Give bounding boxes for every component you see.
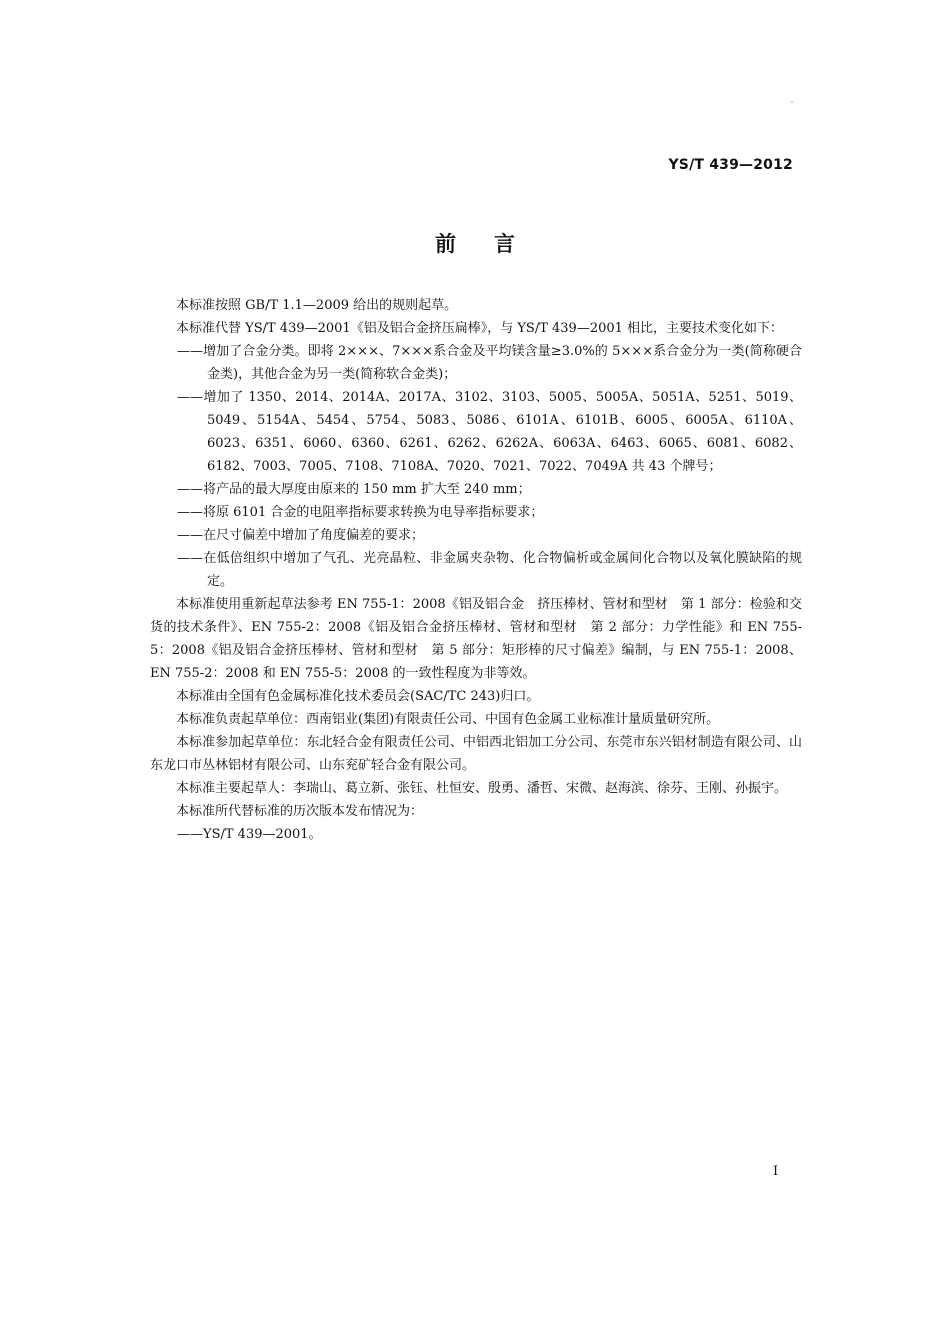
change-item-angle-tolerance: ——在尺寸偏差中增加了角度偏差的要求；	[177, 528, 425, 543]
change-item-conductivity: ——将原 6101 合金的电阻率指标要求转换为电导率指标要求；	[177, 505, 544, 520]
change-item-max-thickness: ——将产品的最大厚度由原来的 150 mm 扩大至 240 mm；	[177, 482, 531, 497]
paragraph-main-drafters: 本标准主要起草人：李瑞山、葛立新、张钰、杜恒安、殷勇、潘哲、宋微、赵海滨、徐芬、王刚、孙振宇。	[176, 781, 788, 796]
paragraph-participating-drafters: 本标准参加起草单位：东北轻合金有限责任公司、中铝西北铝加工分公司、东莞市东兴铝材制造有限公司、山东龙口市丛林铝材有限公司、山东兖矿轻合金有限公司。	[150, 735, 802, 773]
paragraph-replacement: 本标准代替 YS/T 439—2001《铝及铝合金挤压扁棒》，与 YS/T 439—2001 相比，主要技术变化如下：	[176, 321, 784, 336]
paragraph-committee: 本标准由全国有色金属标准化技术委员会(SAC/TC 243)归口。	[176, 689, 540, 704]
paragraph-history-intro: 本标准所代替标准的历次版本发布情况为：	[176, 804, 424, 819]
page-number: I	[773, 1164, 779, 1179]
paragraph-reference-standards: 本标准使用重新起草法参考 EN 755-1：2008《铝及铝合金 挤压棒材、管材和型材 第 1 部分：检验和交货的技术条件》、EN 755-2：2008《铝及铝合金挤压棒材、管材和型材 第 2 部分：力学性能》和 EN 755-5：2008《铝及铝合金挤压棒材、管材和型材 第 5 部分：矩形棒的尺寸偏差》编制，与 EN 755-1：2008、EN 755-2：2008 和 EN 755-5：2008 的一致性程度为非等效。	[150, 597, 802, 681]
change-item-macrostructure: ——在低倍组织中增加了气孔、光亮晶粒、非金属夹杂物、化合物偏析或金属间化合物以及氧化膜缺陷的规定。	[177, 551, 802, 589]
scan-speck	[791, 101, 793, 103]
foreword-body	[150, 294, 802, 846]
change-item-added-grades: ——增加了 1350、2014、2014A、2017A、3102、3103、5005、5005A、5051A、5251、5019、5049、5154A、5454、5754、5083、5086、6101A、6101B、6005、6005A、6110A、6023、6351、6060、6360、6261、6262、6262A、6063A、6463、6065、6081、6082、6182、7003、7005、7108、7108A、7020、7021、7022、7049A 共 43 个牌号；	[177, 390, 802, 474]
paragraph-drafting-rule: 本标准按照 GB/T 1.1—2009 给出的规则起草。	[176, 298, 458, 313]
page-title: 前言	[435, 232, 553, 256]
standard-number: YS/T 439—2012	[668, 157, 793, 173]
paragraph-lead-drafter: 本标准负责起草单位：西南铝业(集团)有限责任公司、中国有色金属工业标准计量质量研究所。	[176, 712, 720, 727]
history-item: ——YS/T 439—2001。	[177, 827, 322, 842]
change-item-alloy-classification: ——增加了合金分类。即将 2×××、7×××系合金及平均镁含量≥3.0%的 5×××系合金分为一类(简称硬合金类)，其他合金为另一类(简称软合金类)；	[177, 344, 802, 382]
